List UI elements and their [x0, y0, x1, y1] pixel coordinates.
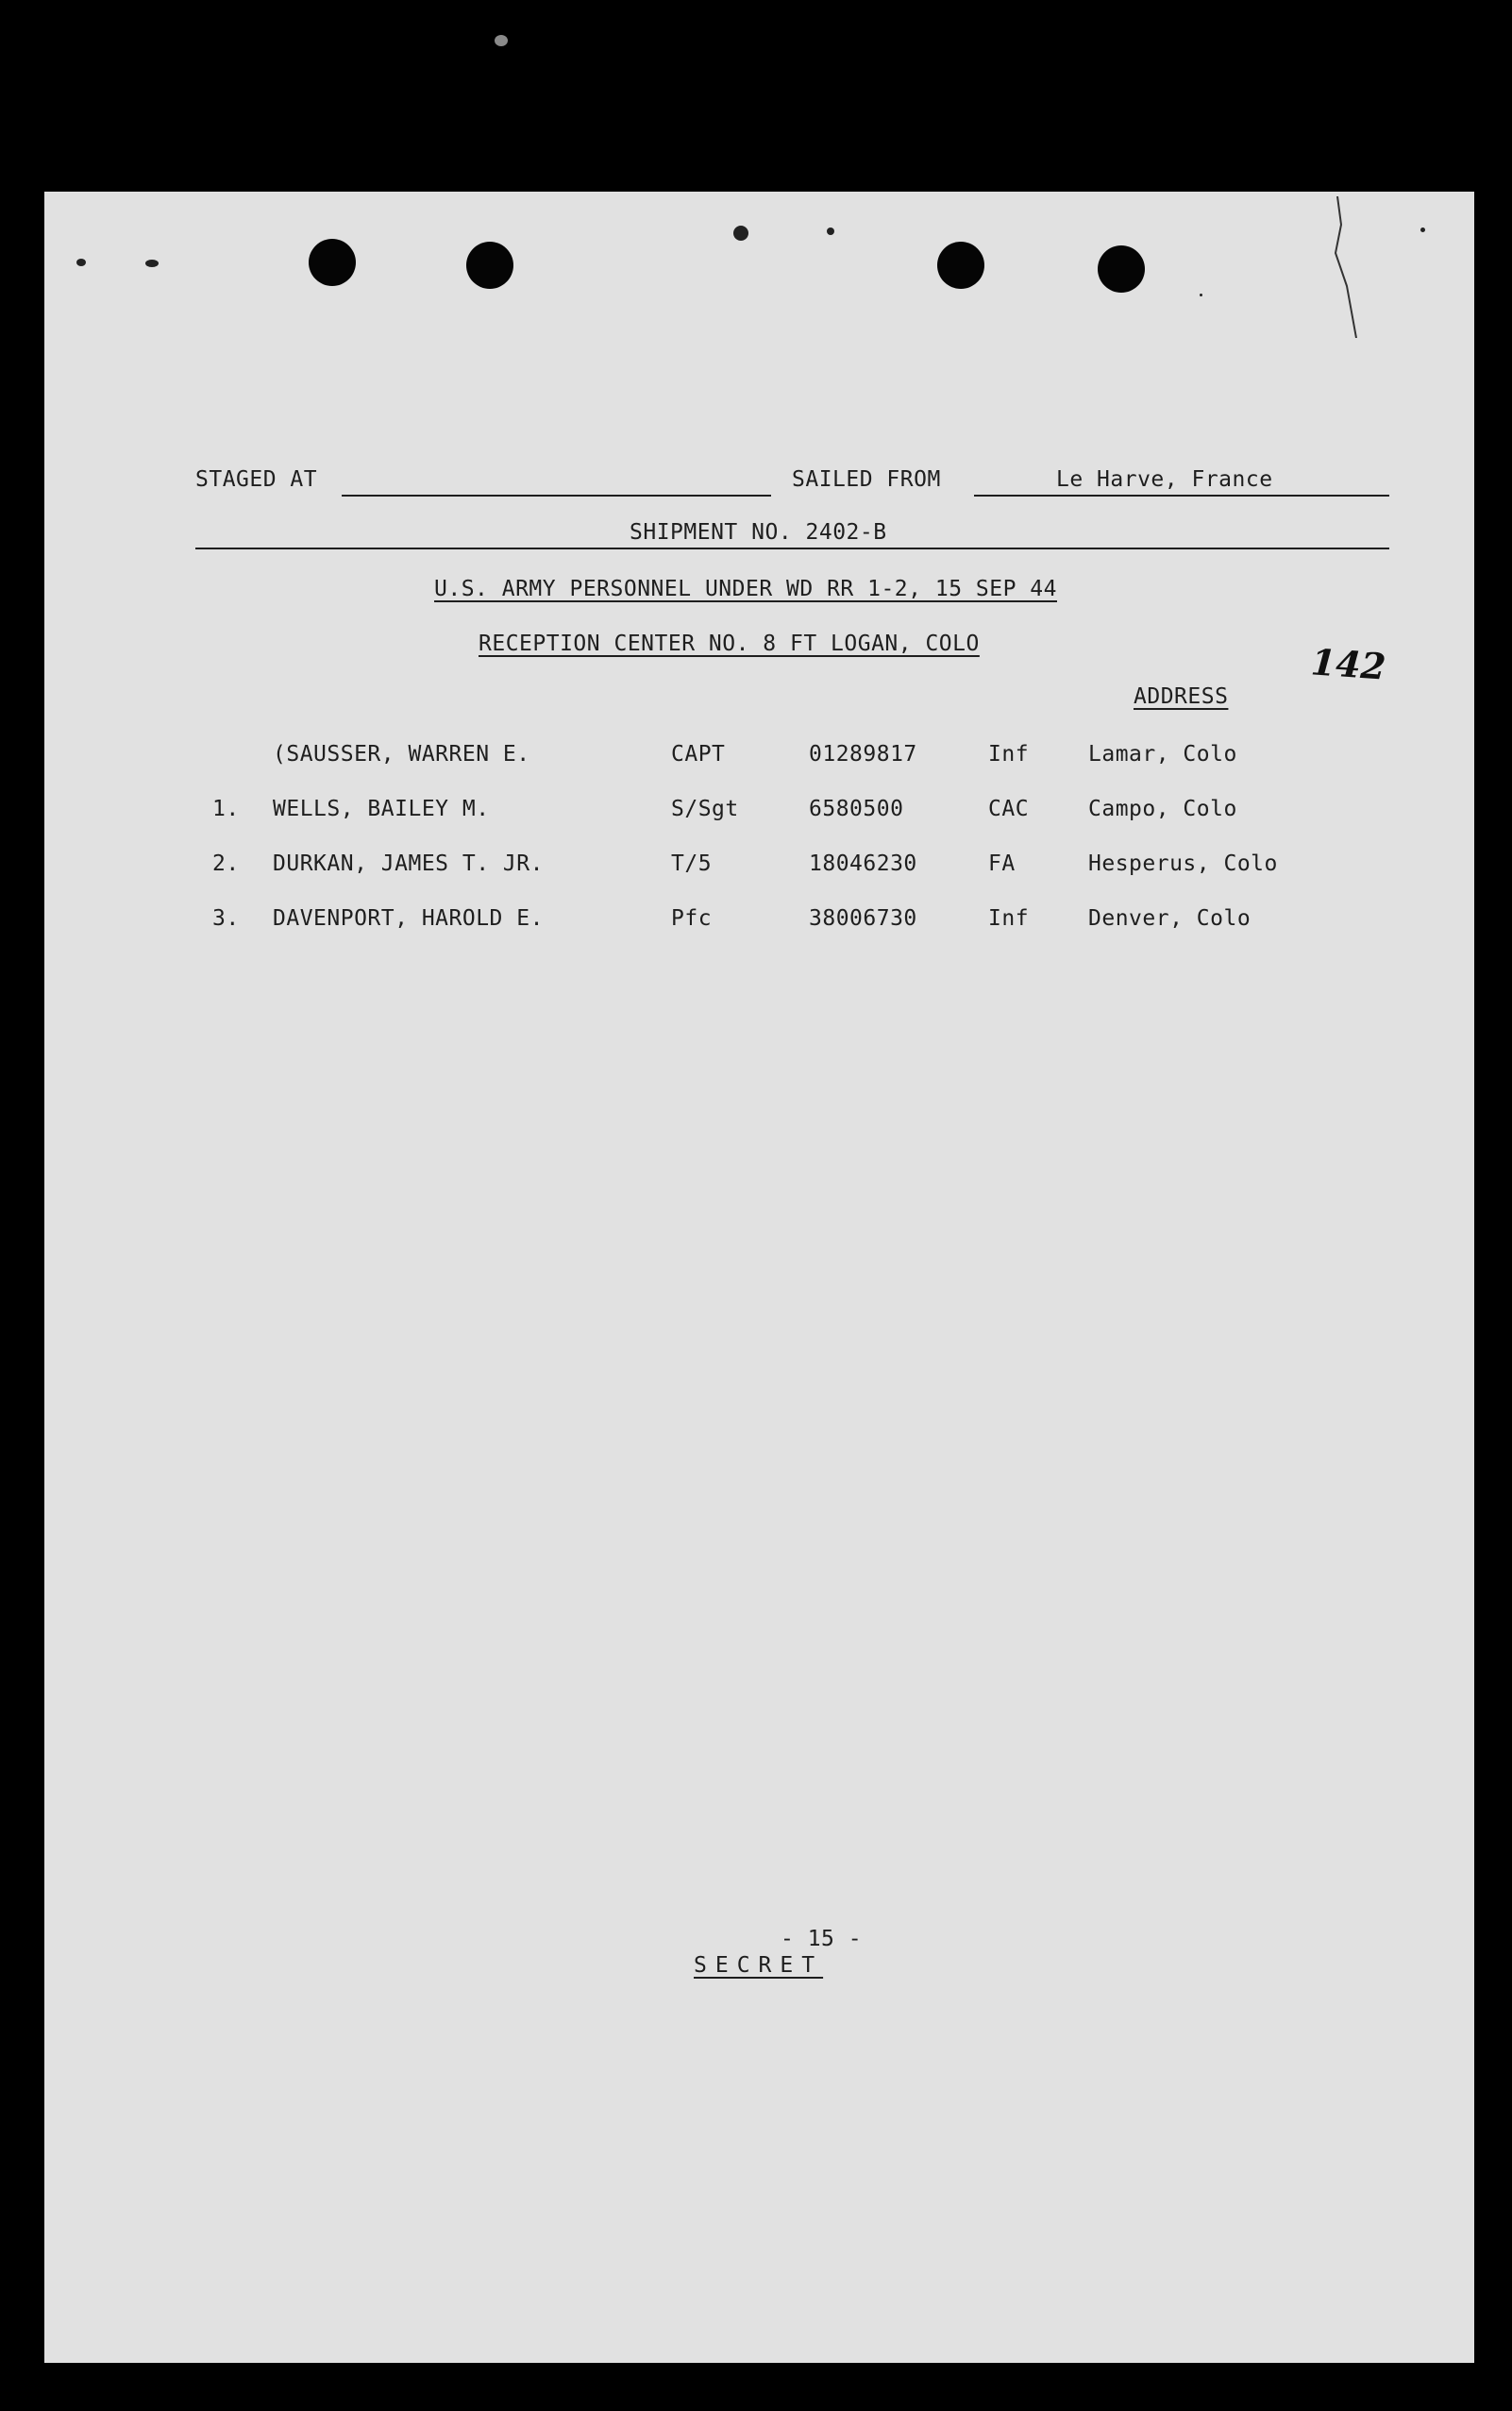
soldier-rank: Pfc — [671, 906, 713, 931]
staged-at-label: STAGED AT — [195, 467, 318, 492]
ink-mark — [1200, 294, 1202, 296]
soldier-rank: T/5 — [671, 851, 713, 876]
handwritten-page-marking: 142 — [1309, 640, 1387, 688]
soldier-name: (SAUSSER, WARREN E. — [273, 742, 530, 767]
ink-mark — [827, 228, 834, 235]
paper-crack — [1328, 196, 1366, 338]
document-page — [44, 192, 1474, 2363]
roster-title: U.S. ARMY PERSONNEL UNDER WD RR 1-2, 15 SEP 44 — [434, 577, 1057, 601]
serial-number: 18046230 — [809, 851, 917, 876]
home-address: Lamar, Colo — [1088, 742, 1237, 767]
soldier-name: DAVENPORT, HAROLD E. — [273, 906, 544, 931]
shipment-number: SHIPMENT NO. 2402-B — [630, 520, 887, 545]
paper-speck — [495, 35, 508, 46]
punch-hole-1 — [309, 239, 356, 286]
branch: Inf — [988, 742, 1030, 767]
soldier-rank: CAPT — [671, 742, 726, 767]
row-number: 2. — [212, 851, 240, 876]
branch: FA — [988, 851, 1016, 876]
sailed-from-line — [974, 495, 1389, 497]
branch: CAC — [988, 797, 1030, 821]
punch-hole-2 — [466, 242, 513, 289]
reception-center-title: RECEPTION CENTER NO. 8 FT LOGAN, COLO — [479, 632, 980, 656]
row-number: 1. — [212, 797, 240, 821]
ink-mark — [145, 260, 159, 267]
home-address: Campo, Colo — [1088, 797, 1237, 821]
punch-hole-4 — [1098, 245, 1145, 293]
page-number: - 15 - — [781, 1927, 863, 1951]
shipment-rule — [195, 548, 1389, 549]
serial-number: 01289817 — [809, 742, 917, 767]
home-address: Denver, Colo — [1088, 906, 1252, 931]
classification-marking: SECRET — [694, 1953, 824, 1978]
ink-mark — [1420, 228, 1425, 232]
branch: Inf — [988, 906, 1030, 931]
staged-at-blank-line — [342, 495, 771, 497]
address-column-header: ADDRESS — [1134, 684, 1229, 709]
punch-hole-3 — [937, 242, 984, 289]
row-number: 3. — [212, 906, 240, 931]
serial-number: 38006730 — [809, 906, 917, 931]
soldier-name: DURKAN, JAMES T. JR. — [273, 851, 544, 876]
ink-mark — [76, 259, 86, 266]
soldier-name: WELLS, BAILEY M. — [273, 797, 490, 821]
soldier-rank: S/Sgt — [671, 797, 739, 821]
ink-mark — [733, 226, 748, 241]
sailed-from-label: SAILED FROM — [792, 467, 941, 492]
sailed-from-value: Le Harve, France — [1056, 467, 1273, 492]
serial-number: 6580500 — [809, 797, 904, 821]
home-address: Hesperus, Colo — [1088, 851, 1278, 876]
